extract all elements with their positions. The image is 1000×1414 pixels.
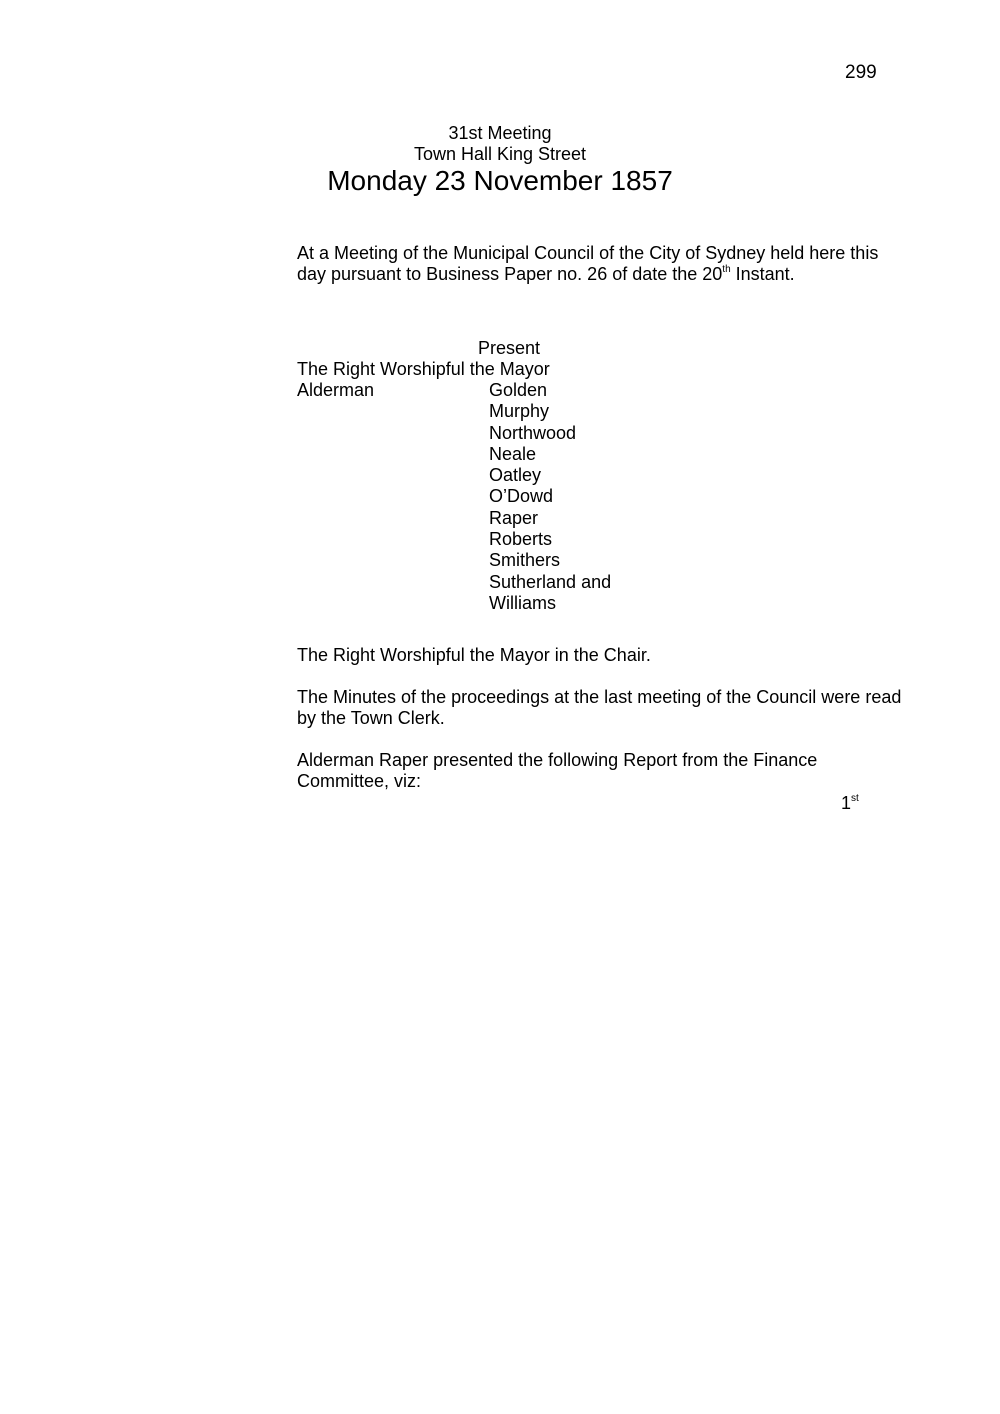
report-paragraph: Alderman Raper presented the following Report from the Finance Committee, viz: (297, 750, 818, 791)
alderman-name: Smithers (489, 550, 561, 571)
intro-paragraph (297, 243, 907, 285)
alderman-name: Murphy (489, 401, 550, 422)
alderman-name: Raper (489, 507, 539, 528)
mayor-line: The Right Worshipful the Mayor (297, 359, 550, 379)
intro-superscript: th (722, 264, 731, 275)
alderman-name: Northwood (489, 422, 577, 443)
meeting-date: Monday 23 November 1857 (327, 165, 673, 196)
alderman-name: Golden (489, 380, 548, 400)
page-number: 299 (845, 62, 877, 83)
meeting-number: 31st Meeting (448, 123, 552, 143)
alderman-name: Oatley (489, 465, 542, 486)
alderman-name: Sutherland and (489, 571, 612, 592)
minutes-paragraph: The Minutes of the proceedings at the last meeting of the Council were read by the Town Clerk. (297, 687, 902, 728)
alderman-name: Williams (489, 592, 556, 613)
alderman-name: O’Dowd (489, 486, 554, 507)
meeting-place: Town Hall King Street (413, 144, 587, 164)
alderman-name: Neale (489, 443, 537, 464)
catchword-superscript: st (851, 793, 859, 804)
alderman-name: Roberts (489, 529, 553, 550)
intro-text: At a Meeting of the Municipal Council of the City of Sydney held here this day pursuant to Business Paper no. 26 of date the 20 (297, 243, 879, 284)
intro-text-end: Instant. (730, 264, 795, 284)
present-label: Present (478, 338, 541, 358)
alderman-label: Alderman (297, 380, 375, 400)
aldermen-list (489, 380, 611, 614)
catchword (841, 793, 859, 814)
chair-paragraph: The Right Worshipful the Mayor in the Chair. (297, 645, 651, 665)
catchword-text: 1 (841, 793, 852, 813)
